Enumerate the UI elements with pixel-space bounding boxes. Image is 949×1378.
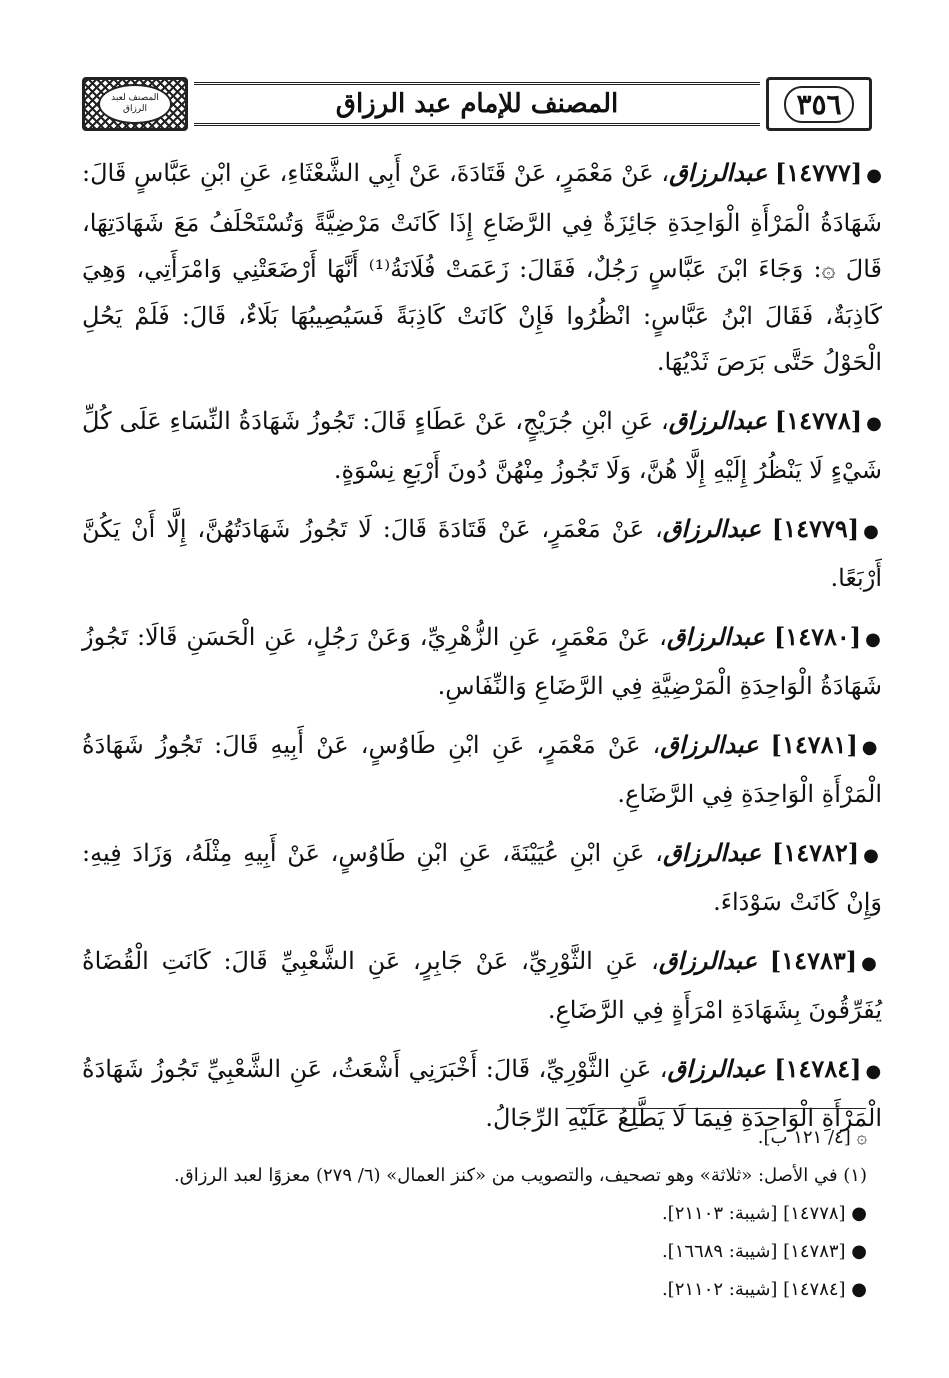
entry-text: ، عَنِ الثَّوْرِيِّ، قَالَ: أَخْبَرَنِي أَشْعَثُ، عَنِ الشَّعْبِيِّ تَجُوزُ شَهَادَةُ الْمَرْأَةِ الْوَاحِدَةِ فِيمَا لَا يَطَّلِعُ عَلَيْهِ الرِّجَالُ. [82, 1054, 882, 1132]
entry-author: عبدالرزاق [662, 837, 762, 867]
hadith-entry [82, 938, 882, 1034]
hadith-entry [82, 506, 882, 602]
bullet-icon: ● [866, 165, 882, 186]
bullet-icon: ● [861, 736, 882, 758]
hadith-entry [82, 830, 882, 926]
bullet-icon: ● [866, 412, 882, 434]
main-text [82, 150, 882, 1154]
entry-author: عبدالرزاق [658, 945, 758, 975]
entry-number: [١٤٧٨٤] [774, 1053, 862, 1083]
page-number: ٣٥٦ [784, 86, 853, 123]
footnote-divider [566, 1108, 866, 1109]
entry-number: [١٤٧٨٠] [773, 621, 862, 651]
footnote: ۞ [٤/ ١٢١ ب]. [757, 1127, 867, 1148]
entry-number: [١٤٧٨٣] [769, 945, 858, 975]
footnote: ● [١٤٧٨٣] [شيبة: ١٦٦٨٩]. [661, 1241, 867, 1262]
entry-author: عبدالرزاق [660, 729, 759, 759]
entry-text: ، عَنْ مَعْمَرٍ، عَنِ الزُّهْرِيِّ، وَعَنْ رَجُلٍ، عَنِ الْحَسَنِ قَالَا: تَجُوزُ شَهَادَةُ الْوَاحِدَةِ الْمَرْضِيَّةِ فِي الرَّضَاعِ وَالنِّفَاسِ. [82, 622, 882, 700]
hadith-entry [82, 614, 882, 710]
bullet-icon: ● [863, 844, 882, 866]
entry-author: عبدالرزاق [666, 621, 766, 651]
entry-text: ، عَنْ مَعْمَرٍ، عَنِ ابْنِ طَاوُسٍ، عَنْ أَبِيهِ قَالَ: تَجُوزُ شَهَادَةُ الْمَرْأَةِ الْوَاحِدَةِ فِي الرَّضَاعِ. [82, 730, 882, 808]
entry-number: [١٤٧٧٧] [775, 158, 863, 187]
entry-author: عبدالرزاق [669, 158, 768, 187]
footnote: (١) في الأصل: «ثلاثة» وهو تصحيف، والتصويب من «كنز العمال» (٦/ ٢٧٩) معزوًا لعبد الرزاق. [174, 1165, 867, 1186]
entry-text: ، عَنْ مَعْمَرٍ، عَنْ قَتَادَةَ، عَنْ أَبِي الشَّعْثَاءِ، عَنِ ابْنِ عَبَّاسٍ قَالَ: شَهَادَةُ الْمَرْأَةِ الْوَاحِدَةِ جَائِزَةٌ فِي الرَّضَاعِ إِذَا كَانَتْ مَرْضِيَّةً وَتُسْتَحْلَفُ مَعَ شَهَادَتِهَا، قَالَ ۞: وَجَاءَ ابْنَ عَبَّاسٍ رَجُلٌ، فَقَالَ: زَعَمَتْ فُلَانَةُ⁽¹⁾ أَنَّهَا أَرْضَعَتْنِي وَامْرَأَتِي، وَهِيَ كَاذِبَةٌ، فَقَالَ ابْنُ عَبَّاسٍ: انْظُرُوا فَإِنْ كَانَتْ كَاذِبَةً فَسَيُصِيبُهَا بَلَاءٌ، قَالَ: فَلَمْ يَحُلِ الْحَوْلُ حَتَّى بَرَصَ ثَدْيُهَا. [82, 159, 882, 376]
footnote: ● [١٤٧٧٨] [شيبة: ٢١١٠٣]. [661, 1203, 867, 1224]
entry-number: [١٤٧٨١] [770, 729, 858, 759]
entry-text: ، عَنْ مَعْمَرٍ، عَنْ قَتَادَةَ قَالَ: لَا تَجُوزُ شَهَادَتُهُنَّ، إِلَّا أَنْ يَكُنَّ أَرْبَعًا. [82, 514, 882, 592]
footnote: ● [١٤٧٨٤] [شيبة: ٢١١٠٢]. [661, 1279, 867, 1300]
hadith-entry [82, 150, 882, 386]
ornament-medallion-left [82, 77, 188, 131]
bullet-icon: ● [865, 628, 882, 650]
medallion-label: المصنف لعبد الرزاق [98, 84, 172, 124]
bullet-icon: ● [865, 1060, 882, 1082]
footnotes [82, 1122, 867, 1312]
entry-text: ، عَنِ ابْنِ جُرَيْجٍ، عَنْ عَطَاءٍ قَالَ: تَجُوزُ شَهَادَةُ النِّسَاءِ عَلَى كُلِّ شَيْءٍ لَا يَنْظُرُ إِلَيْهِ إِلَّا هُنَّ، وَلَا تَجُوزُ مِنْهُنَّ دُونَ أَرْبَعِ نِسْوَةٍ. [82, 406, 882, 484]
entry-number: [١٤٧٧٩] [771, 513, 860, 543]
bullet-icon: ● [863, 520, 882, 542]
page-header [82, 74, 872, 134]
entry-number: [١٤٧٧٨] [774, 405, 863, 435]
entry-text: ، عَنِ ابْنِ عُيَيْنَةَ، عَنِ ابْنِ طَاوُسٍ، عَنْ أَبِيهِ مِثْلَهُ، وَزَادَ فِيهِ: وَإِنْ كَانَتْ سَوْدَاءَ. [82, 838, 882, 916]
entry-text: ، عَنِ الثَّوْرِيِّ، عَنْ جَابِرٍ، عَنِ الشَّعْبِيِّ قَالَ: كَانَتِ الْقُضَاةُ يُفَرِّقُونَ بِشَهَادَةِ امْرَأَةٍ فِي الرَّضَاعِ. [82, 946, 882, 1024]
entry-author: عبدالرزاق [667, 1053, 766, 1083]
hadith-entry [82, 722, 882, 818]
page-number-badge [766, 77, 872, 131]
hadith-entry [82, 398, 882, 494]
entry-author: عبدالرزاق [668, 405, 768, 435]
running-title: المصنف للإمام عبد الرزاق [194, 82, 760, 126]
bullet-icon: ● [861, 952, 882, 974]
entry-author: عبدالرزاق [662, 513, 762, 543]
entry-number: [١٤٧٨٢] [771, 837, 860, 867]
